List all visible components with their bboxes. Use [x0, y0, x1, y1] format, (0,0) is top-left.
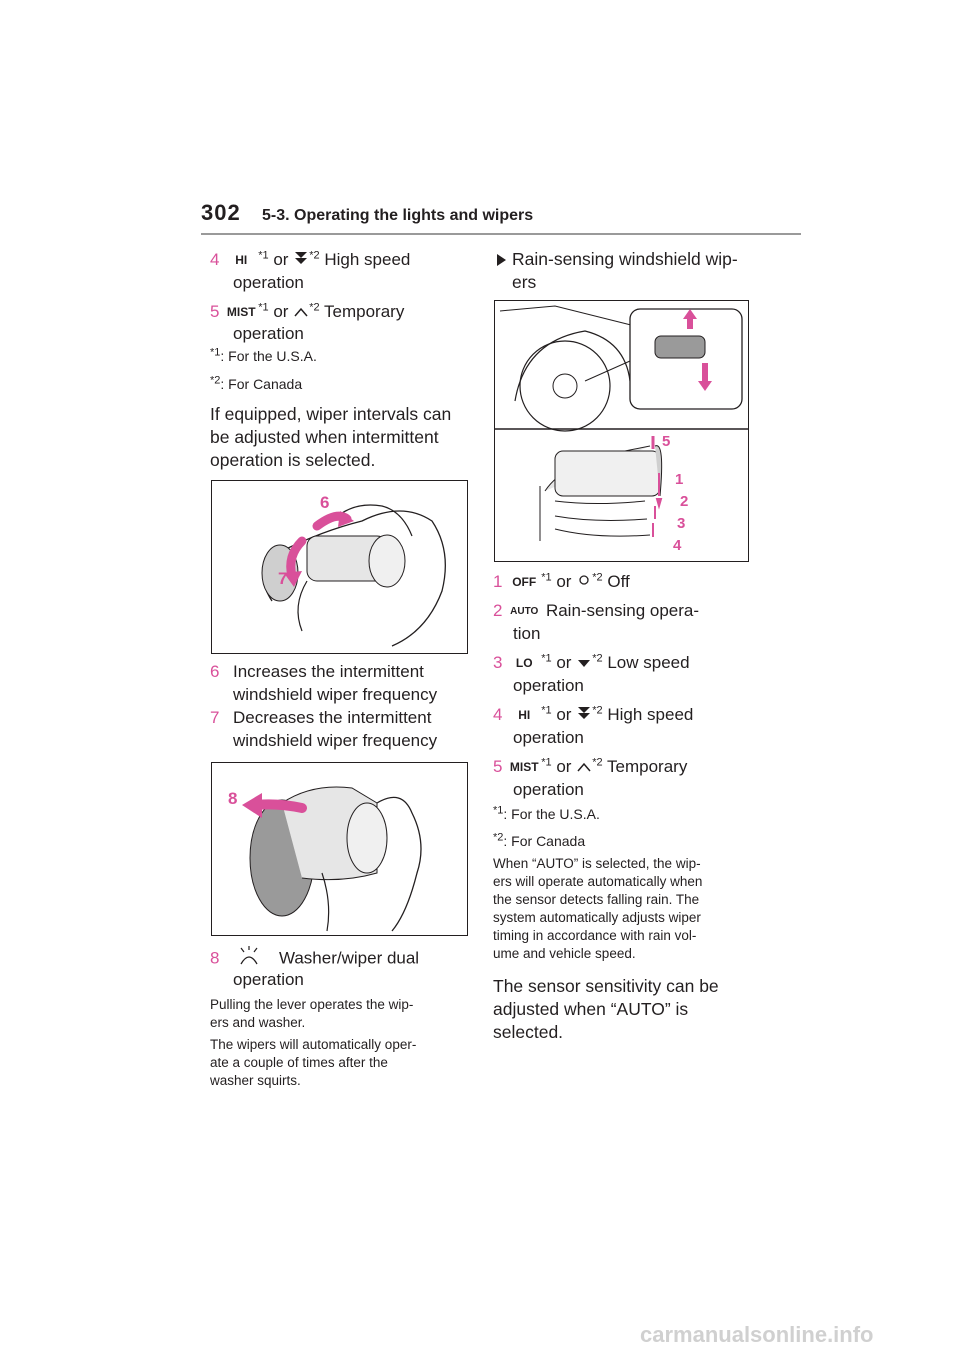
right-item-4: 4 HI $^{*1}$ or $^{*2}$ High speed	[493, 703, 693, 727]
figure-label-1: 1	[675, 471, 684, 488]
hi-icon: HI	[235, 253, 248, 268]
left-intro-line-3: operation is selected.	[210, 450, 376, 470]
right-item-2-line2: tion	[513, 624, 541, 643]
figure-label-3: 3	[677, 515, 686, 532]
figure-label-4: 4	[673, 537, 682, 554]
figure-label-7: 7	[278, 569, 288, 588]
double-down-arrow-icon	[293, 249, 309, 272]
right-footnote-1: $^{*1}$: For the U.S.A.	[493, 804, 600, 822]
right-note-line-1: When “AUTO” is selected, the wip-	[493, 856, 701, 871]
left-item-8: 8 Washer/wiper dual	[210, 946, 470, 972]
left-footnote-1: $^{*1}$: For the U.S.A.	[210, 346, 317, 364]
left-item-5-line2: operation	[233, 324, 304, 343]
header-rule	[201, 233, 801, 235]
watermark: carmanualsonline.info	[640, 1322, 874, 1347]
right-item-3: 3 LO $^{*1}$ or $^{*2}$ Low speed	[493, 651, 690, 675]
figure-label-5: 5	[662, 433, 671, 450]
left-note-line-2: ers and washer.	[210, 1015, 306, 1030]
off-circle-icon	[576, 571, 592, 594]
right-footnote-2: $^{*2}$: For Canada	[493, 831, 586, 849]
auto-icon: AUTO	[510, 606, 539, 618]
left-item-8-line2: operation	[233, 970, 304, 989]
right-note-line-4: system automatically adjusts wiper	[493, 910, 701, 925]
right-sensitivity-line-1: The sensor sensitivity can be	[493, 976, 719, 996]
right-item-5-line2: operation	[513, 780, 584, 799]
figure-wiper-interval-dial	[211, 480, 468, 654]
right-heading-line-2: ers	[512, 272, 537, 292]
right-note-line-3: the sensor detects falling rain. The	[493, 892, 700, 907]
left-intro-line-2: be adjusted when intermittent	[210, 427, 439, 447]
figure-rain-sensing-lever	[494, 300, 749, 562]
page-number: 302	[201, 200, 241, 225]
mist-chevron-icon	[576, 756, 592, 779]
figure-label-2: 2	[680, 493, 689, 510]
mist-icon: MIST	[226, 305, 256, 320]
double-down-arrow-icon	[576, 704, 592, 727]
left-note-line-5: washer squirts.	[210, 1073, 301, 1088]
right-item-5: 5 MIST $^{*1}$ or $^{*2}$ Temporary	[493, 755, 687, 779]
right-item-4-line2: operation	[513, 728, 584, 747]
right-item-3-line2: operation	[513, 676, 584, 695]
left-note-line-4: ate a couple of times after the	[210, 1055, 388, 1070]
left-item-4: 4 HI $^{*1}$ or $^{*2}$ High speed	[210, 248, 470, 272]
figure-label-6: 6	[320, 493, 330, 512]
section-title: 5-3. Operating the lights and wipers	[262, 207, 534, 224]
left-item-7-line1: Decreases the intermittent	[233, 708, 432, 727]
right-heading-line-1: Rain-sensing windshield wip-	[497, 248, 738, 271]
right-note-line-2: ers will operate automatically when	[493, 874, 703, 889]
left-item-5: 5 MIST $^{*1}$ or $^{*2}$ Temporary	[210, 300, 470, 324]
right-item-1: 1 OFF $^{*1}$ or $^{*2}$ Off	[493, 570, 630, 594]
left-note-line-1: Pulling the lever operates the wip-	[210, 997, 414, 1012]
left-item-6: 6	[210, 662, 220, 681]
right-sensitivity-line-3: selected.	[493, 1022, 564, 1042]
hi-icon: HI	[518, 708, 531, 723]
figure-label-8: 8	[228, 789, 238, 808]
left-footnote-2: $^{*2}$: For Canada	[210, 374, 303, 392]
left-item-6-line2: windshield wiper frequency	[233, 685, 438, 704]
off-icon: OFF	[512, 575, 537, 590]
down-arrow-icon	[576, 652, 592, 675]
right-item-2: 2 AUTO Rain-sensing opera-	[493, 599, 699, 623]
left-item-7: 7	[210, 708, 220, 727]
lo-icon: LO	[515, 656, 533, 671]
left-item-6-line1: Increases the intermittent	[233, 662, 424, 681]
right-note-line-6: ume and vehicle speed.	[493, 946, 636, 961]
right-sensitivity-line-2: adjusted when “AUTO” is	[493, 999, 689, 1019]
figure-washer-lever	[211, 762, 468, 936]
left-note-line-3: The wipers will automatically oper-	[210, 1037, 417, 1052]
left-intro-line-1: If equipped, wiper intervals can	[210, 404, 452, 424]
left-item-7-line2: windshield wiper frequency	[233, 731, 438, 750]
mist-chevron-icon	[293, 301, 309, 324]
bullet-arrow-icon	[497, 254, 506, 266]
right-note-line-5: timing in accordance with rain vol-	[493, 928, 697, 943]
mist-icon: MIST	[509, 760, 539, 775]
left-item-4-line2: operation	[233, 273, 304, 292]
